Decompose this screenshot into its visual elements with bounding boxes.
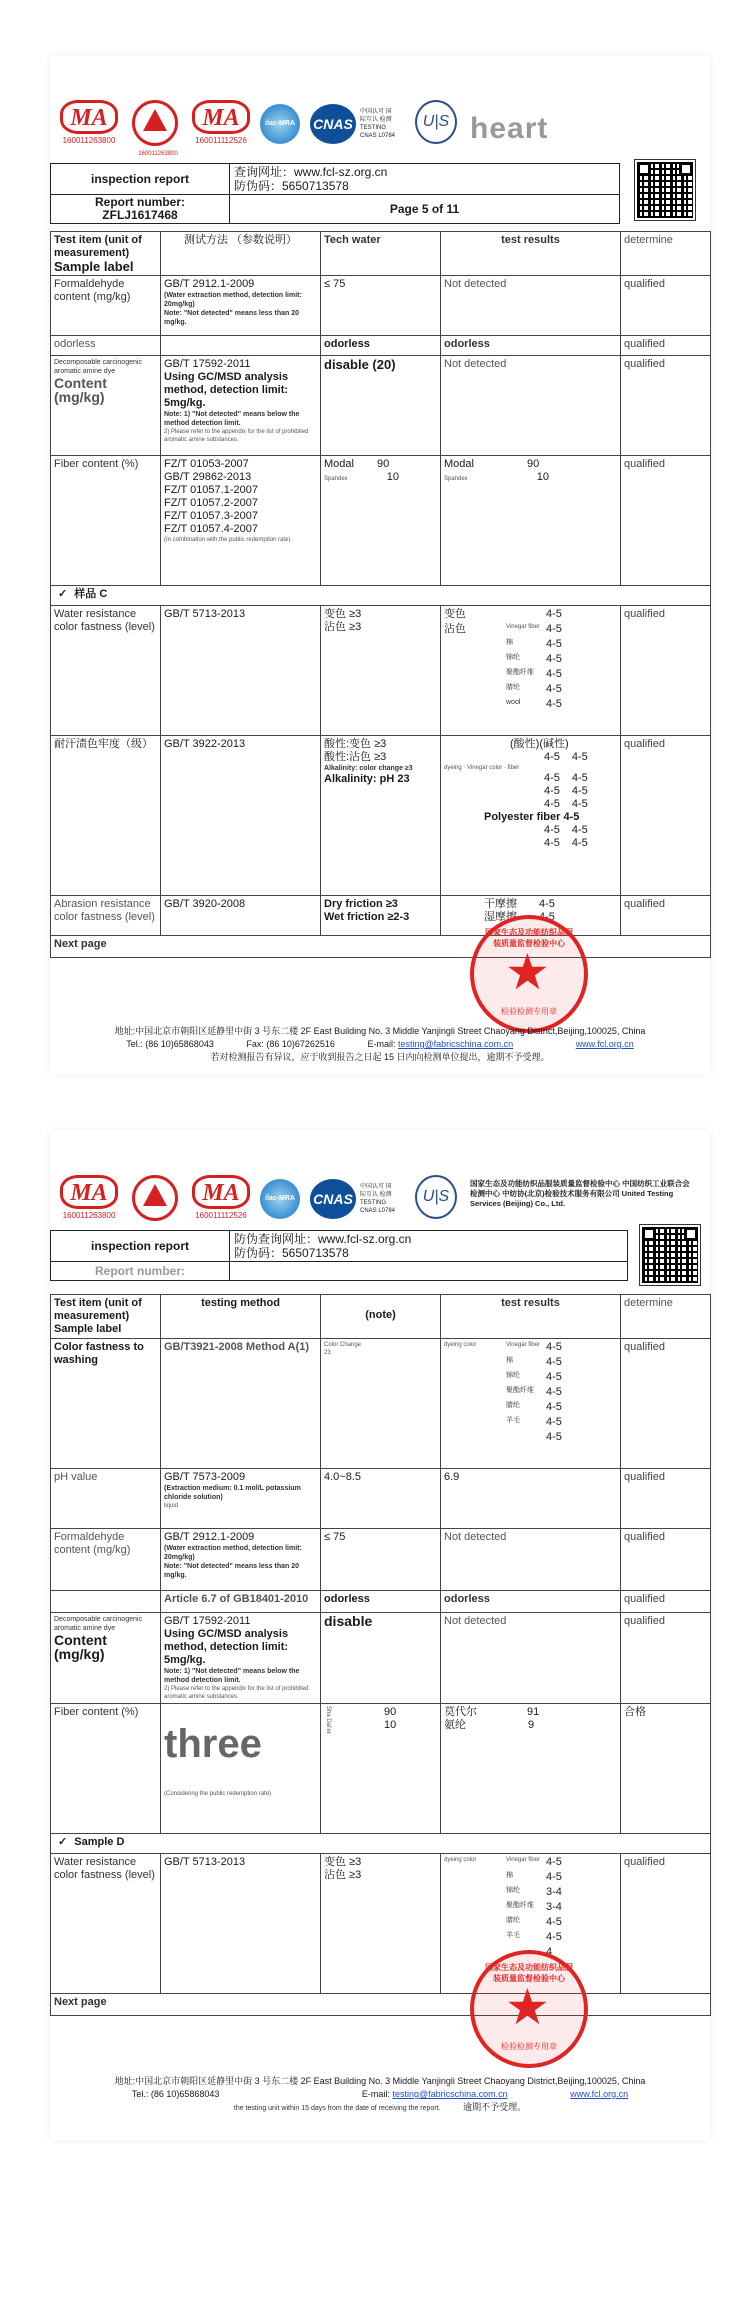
table-header-row bbox=[51, 232, 711, 276]
col-determine: determine bbox=[621, 1295, 711, 1339]
table-row bbox=[51, 1613, 711, 1704]
result: Not detected bbox=[441, 1613, 621, 1704]
heart-logo-text: heart bbox=[470, 112, 549, 145]
footer-notice: the testing unit within 15 days from the date of receiving the report. bbox=[233, 2105, 441, 2112]
inspection-report-label: inspection report bbox=[51, 164, 230, 195]
table-header-row bbox=[51, 1295, 711, 1339]
requirement: disable bbox=[321, 1613, 441, 1704]
item-amine: Decomposable carcinogenic aromatic amine dye bbox=[54, 1616, 142, 1632]
method-note: liquid bbox=[164, 1503, 179, 1509]
col-test-item: Test item (unit of measurement) bbox=[54, 234, 142, 259]
report-page-1 bbox=[50, 55, 710, 1075]
table-row bbox=[51, 1469, 711, 1529]
requirement: odorless bbox=[321, 336, 441, 356]
requirement: ≤ 75 bbox=[321, 1529, 441, 1591]
col-method: 测试方法 （参数说明） bbox=[161, 232, 321, 276]
col-sample-label: Sample label bbox=[54, 259, 134, 274]
footer-fax: Fax: (86 10)67262516 bbox=[246, 1039, 335, 1049]
verdict: qualified bbox=[621, 456, 711, 586]
polyester-result: Polyester fiber 4-5 bbox=[484, 811, 580, 823]
requirement: Color Change bbox=[324, 1342, 362, 1348]
requirement: 酸性:变色 ≥3 bbox=[324, 738, 387, 750]
next-page-label: Next page bbox=[51, 936, 711, 958]
report-page-2 bbox=[50, 1130, 710, 2140]
verdict: qualified bbox=[621, 336, 711, 356]
table-row bbox=[51, 1591, 711, 1613]
cal-logo bbox=[132, 1175, 178, 1221]
item-water: Water resistance color fastness (level) bbox=[51, 1854, 161, 1994]
next-page-row bbox=[51, 936, 711, 958]
footer-notice-end: 逾期不予受理。 bbox=[463, 2102, 527, 2112]
method-text: GB/T 5713-2013 bbox=[161, 606, 321, 736]
requirement: Wet friction ≥2-3 bbox=[324, 911, 410, 923]
method-note: 2) Please refer to the appendix for the list of prohibited aromatic amine substances. bbox=[164, 429, 309, 443]
cma-logo: MA 160011263800 bbox=[60, 1175, 118, 1223]
verdict: qualified bbox=[621, 736, 711, 896]
item-formaldehyde: Formaldehyde content (mg/kg) bbox=[51, 276, 161, 336]
footer-address: 地址:中国北京市朝阳区延静里中街 3 号东二楼 2F East Building No. 3 Middle Yanjingli Street Chaoyang District,Beijing,100025, China bbox=[114, 2076, 646, 2086]
item-fiber: Fiber content (%) bbox=[51, 1704, 161, 1834]
verdict: qualified bbox=[621, 1469, 711, 1529]
col-results: test results bbox=[441, 232, 621, 276]
query-site: 查询网址：www.fcl-sz.org.cn bbox=[234, 165, 388, 179]
method-note: Note: 1) "Not detected" means below the method detection limit. bbox=[164, 1668, 300, 1684]
requirement: disable (20) bbox=[321, 356, 441, 456]
col-tech: (note) bbox=[321, 1295, 441, 1339]
page-info: Page 5 of 11 bbox=[230, 195, 620, 224]
method-note: Using GC/MSD analysis method, detection limit: 5mg/kg. bbox=[164, 371, 289, 409]
method-text: GB/T 2912.1-2009 bbox=[164, 278, 255, 290]
table-row: 耐汗渍色牢度（级） GB/T 3922-2013 酸性:变色 ≥3 酸性:沾色 ≥3 Alkalinity: color change ≥3 Alkalinity: pH 23 (酸性)(碱性) 4-5 4-5 dyeing · Vinegar color · fiber 4-5 4-5 4-5 4-5 4-5 4-5 Polyester fiber 4-5 4-5 4-5 4-5 4-5 qualified bbox=[51, 736, 711, 896]
method-note: (Extraction medium: 0.1 mol/L potassium chloride solution) bbox=[164, 1485, 301, 1501]
method-text: GB/T 29862-2013 bbox=[164, 471, 252, 483]
uts-logo: U|S bbox=[415, 100, 457, 144]
method-text: GB/T3921-2008 Method A(1) bbox=[161, 1339, 321, 1469]
table-row: Abrasion resistance color fastness (level) GB/T 3920-2008 Dry friction ≥3 Wet friction ≥2-3 干摩擦 4-5 湿摩擦 4-5 qualified bbox=[51, 896, 711, 936]
col-method: testing method bbox=[161, 1295, 321, 1339]
footer-tel: Tel.: (86 10)65868043 bbox=[126, 1039, 214, 1049]
ilac-mra-logo: ilac-MRA bbox=[260, 1179, 300, 1219]
result: 6.9 bbox=[441, 1469, 621, 1529]
fiber-value: 90 bbox=[527, 458, 540, 470]
requirement: ≤ 75 bbox=[321, 276, 441, 336]
report-number-label: Report number: bbox=[95, 195, 185, 209]
table-row: Water resistance color fastness (level) GB/T 5713-2013 变色 ≥3 沾色 ≥3 变色 4-5 沾色 Vinegar fiber 4-5 棉 4-5 锦纶 4-5 聚酯纤维 4-5 腈纶 4-5 wool 4-5 qualified bbox=[51, 606, 711, 736]
footer-tel: Tel.: (86 10)65868043 bbox=[131, 2089, 220, 2099]
item-fiber: Fiber content (%) bbox=[51, 456, 161, 586]
col-determine: determine bbox=[621, 232, 711, 276]
cma-logo: MA 160011263800 bbox=[60, 100, 118, 148]
report-header bbox=[50, 163, 620, 224]
requirement: 变色 ≥3 bbox=[324, 608, 362, 620]
col-sample-label: Sample label bbox=[54, 1323, 122, 1335]
method-text: FZ/T 01057.3-2007 bbox=[164, 510, 258, 522]
method-text: GB/T 3920-2008 bbox=[161, 896, 321, 936]
item-washing: Color fastness to washing bbox=[51, 1339, 161, 1469]
anti-fake-code: 防伪码：5650713578 bbox=[234, 1246, 349, 1260]
fiber-name: Modal bbox=[444, 458, 474, 470]
col-test-item: Test item (unit of measurement) bbox=[54, 1297, 142, 1322]
method-note: (Considering the public redemption rate) bbox=[164, 1791, 272, 1797]
sample-label: 样品 C bbox=[74, 588, 108, 600]
inspection-report-label: inspection report bbox=[51, 1231, 230, 1262]
table-row bbox=[51, 1529, 711, 1591]
logo-bar bbox=[60, 1175, 700, 1235]
item-formaldehyde: Formaldehyde content (mg/kg) bbox=[51, 1529, 161, 1591]
results-table-1 bbox=[50, 231, 711, 958]
table-row: Water resistance color fastness (level) GB/T 5713-2013 变色 ≥3 沾色 ≥3 dyeing color Vinegar fiber 4-5 棉 4-5 锦纶 3-4 聚酯纤维 3-4 腈纶 4-5 羊毛 4-5 4 qualified bbox=[51, 1854, 711, 1994]
method-text: three bbox=[164, 1722, 262, 1766]
verdict: qualified bbox=[621, 1613, 711, 1704]
verdict: qualified bbox=[621, 356, 711, 456]
result: Not detected bbox=[441, 356, 621, 456]
requirement: Dry friction ≥3 bbox=[324, 898, 398, 910]
official-stamp: 国家生态及功能纺织品服装质量监督检验中心 ★ 检验检测专用章 bbox=[470, 1950, 588, 2068]
side-label: Sha Dai'er bbox=[325, 1706, 331, 1734]
method-text: FZ/T 01057.4-2007 bbox=[164, 523, 258, 535]
col-tech: Tech water bbox=[321, 232, 441, 276]
next-page-label: Next page bbox=[51, 1994, 711, 2016]
requirement: 沾色 ≥3 bbox=[324, 1869, 362, 1881]
sample-label: Sample D bbox=[74, 1836, 125, 1848]
requirement: 4.0~8.5 bbox=[321, 1469, 441, 1529]
table-row bbox=[51, 276, 711, 336]
method-note: Using GC/MSD analysis method, detection limit: 5mg/kg. bbox=[164, 1628, 289, 1666]
content-label: Content (mg/kg) bbox=[54, 1632, 107, 1662]
table-row: Fiber content (%) three (Considering the public redemption rate) Sha Dai'er 90 10 莫代尔 91 氨纶 9 合格 bbox=[51, 1704, 711, 1834]
cma-logo-2: MA 160011112526 bbox=[192, 100, 250, 148]
page-footer: 地址:中国北京市朝阳区延静里中街 3 号东二楼 2F East Building No. 3 Middle Yanjingli Street Chaoyang District,Beijing,100025, China Tel.: (86 10)65868043 Fax: (86 10)67262516 E-mail: testing@fabricschina.com.cn www.fcl.org.cn 若对检测报告有异议，应于收到报告之日起 15 日内向检测单位提出，逾期不予受理。 bbox=[50, 1025, 710, 1064]
result: Not detected bbox=[441, 1529, 621, 1591]
table-row: Color fastness to washing GB/T3921-2008 Method A(1) Color Change 23 dyeing color Vinegar fiber 4-5 棉 4-5 锦纶 4-5 聚酯纤维 4-5 腈纶 4-5 羊毛 4-5 4-5 qualified bbox=[51, 1339, 711, 1469]
logo-bar bbox=[60, 100, 700, 160]
requirement: 酸性:沾色 ≥3 bbox=[324, 751, 387, 763]
cnas-logo: CNAS 中国认可 国际互认 检测 TESTING CNAS L0784 bbox=[310, 1179, 400, 1219]
method-text: GB/T 17592-2011 bbox=[164, 1615, 251, 1627]
verdict: qualified bbox=[621, 276, 711, 336]
col-results: test results bbox=[441, 1295, 621, 1339]
next-page-row bbox=[51, 1994, 711, 2016]
check-icon: ✓ bbox=[58, 588, 68, 600]
verdict: 合格 bbox=[621, 1704, 711, 1834]
method-text: GB/T 17592-2011 bbox=[164, 358, 251, 370]
footer-web-link[interactable]: www.fcl.org.cn bbox=[570, 2089, 629, 2099]
method-note: Note: 1) "Not detected" means below the method detection limit. bbox=[164, 411, 300, 427]
requirement: 10 bbox=[384, 1719, 397, 1731]
result: odorless bbox=[441, 1591, 621, 1613]
result-head: (酸性)(碱性) bbox=[510, 738, 569, 750]
item-amine: Decomposable carcinogenic aromatic amine dye bbox=[54, 359, 142, 375]
fiber-value: 10 bbox=[536, 471, 549, 483]
method-text: FZ/T 01057.2-2007 bbox=[164, 497, 258, 509]
qr-code bbox=[640, 1225, 700, 1285]
table-row bbox=[51, 456, 711, 586]
footer-notice: 若对检测报告有异议，应于收到报告之日起 15 日内向检测单位提出，逾期不予受理。 bbox=[210, 1052, 550, 1062]
anti-fake-code: 防伪码：5650713578 bbox=[234, 179, 349, 193]
method-note: (Water extraction method, detection limit: 20mg/kg) bbox=[164, 1545, 302, 1561]
ilac-mra-logo: ilac-MRA bbox=[260, 104, 300, 144]
institute-name: 国家生态及功能纺织品服装质量监督检验中心 中国纺织工业联合会检测中心 中纺协(北京)检验技术服务有限公司 United Testing Services (Beijing) Co., Ltd. bbox=[470, 1179, 690, 1208]
star-icon: ★ bbox=[505, 1979, 550, 2035]
method-text: GB/T 2912.1-2009 bbox=[164, 1531, 255, 1543]
method-note: (In combination with the public redemption rate) bbox=[164, 537, 291, 543]
qr-code bbox=[635, 160, 695, 220]
cma-logo-2: MA 160011112526 bbox=[192, 1175, 250, 1223]
result: odorless bbox=[441, 336, 621, 356]
page-footer: 地址:中国北京市朝阳区延静里中街 3 号东二楼 2F East Building No. 3 Middle Yanjingli Street Chaoyang District,Beijing,100025, China Tel.: (86 10)65868043 E-mail: testing@fabricschina.com.cn www.fcl.org.cn the testing unit within 15 days from the date of receiving the report. 逾期不予受理。 bbox=[50, 2075, 710, 2114]
footer-web-link[interactable]: www.fcl.org.cn bbox=[575, 1039, 634, 1049]
uts-logo: U|S bbox=[415, 1175, 457, 1219]
verdict: qualified bbox=[621, 1529, 711, 1591]
item-water: Water resistance color fastness (level) bbox=[51, 606, 161, 736]
footer-email-link[interactable]: testing@fabricschina.com.cn bbox=[397, 1039, 514, 1049]
table-row bbox=[51, 336, 711, 356]
footer-email-link[interactable]: testing@fabricschina.com.cn bbox=[392, 2089, 508, 2099]
report-number: ZFLJ1617468 bbox=[102, 208, 178, 222]
stain-label: dyeing · Vinegar color · fiber bbox=[444, 765, 520, 771]
star-icon: ★ bbox=[505, 944, 550, 1000]
report-number-label: Report number: bbox=[51, 1262, 230, 1281]
item-odor: odorless bbox=[51, 336, 161, 356]
verdict: qualified bbox=[621, 896, 711, 936]
check-icon: ✓ bbox=[58, 1836, 68, 1848]
results-table-2 bbox=[50, 1294, 711, 2016]
cal-logo: 160011263800 bbox=[132, 100, 178, 146]
method-note: (Water extraction method, detection limit: 20mg/kg) bbox=[164, 292, 302, 308]
footer-address: 地址:中国北京市朝阳区延静里中街 3 号东二楼 2F East Building No. 3 Middle Yanjingli Street Chaoyang District,Beijing,100025, China bbox=[114, 1026, 646, 1036]
method-text: GB/T 3922-2013 bbox=[161, 736, 321, 896]
item-sweat: 耐汗渍色牢度（级） bbox=[51, 736, 161, 896]
fiber-value: 10 bbox=[386, 471, 399, 483]
fiber-name: Modal bbox=[324, 458, 354, 470]
report-header bbox=[50, 1230, 628, 1281]
verdict: qualified bbox=[621, 1591, 711, 1613]
requirement: Alkalinity: color change ≥3 bbox=[324, 765, 413, 772]
sample-row bbox=[51, 1834, 711, 1854]
verdict: qualified bbox=[621, 606, 711, 736]
sample-row bbox=[51, 586, 711, 606]
requirement: 变色 ≥3 bbox=[324, 1856, 362, 1868]
method-text: FZ/T 01057.1-2007 bbox=[164, 484, 258, 496]
method-note: Note: "Not detected" means less than 20 mg/kg. bbox=[164, 310, 300, 326]
fiber-name: Spandex bbox=[444, 476, 468, 482]
method-note: Note: "Not detected" means less than 20 mg/kg. bbox=[164, 1563, 300, 1579]
item-ph: pH value bbox=[51, 1469, 161, 1529]
verdict: qualified bbox=[621, 1339, 711, 1469]
method-text: GB/T 7573-2009 bbox=[164, 1471, 246, 1483]
query-site: 防伪查询网址：www.fcl-sz.org.cn bbox=[234, 1232, 412, 1246]
requirement: 23 bbox=[324, 1350, 331, 1356]
method-text: GB/T 5713-2013 bbox=[161, 1854, 321, 1994]
fiber-value: 90 bbox=[377, 458, 390, 470]
content-label: Content (mg/kg) bbox=[54, 375, 107, 405]
item-odor: Article 6.7 of GB18401-2010 bbox=[161, 1591, 321, 1613]
result: Not detected bbox=[441, 276, 621, 336]
verdict: qualified bbox=[621, 1854, 711, 1994]
method-text: FZ/T 01053-2007 bbox=[164, 458, 249, 470]
item-abrasion: Abrasion resistance color fastness (level) bbox=[51, 896, 161, 936]
requirement: Alkalinity: pH 23 bbox=[324, 773, 410, 785]
fiber-name: Spandex bbox=[324, 476, 348, 482]
official-stamp: 国家生态及功能纺织品服装质量监督检验中心 ★ 检验检测专用章 bbox=[470, 915, 588, 1033]
table-row bbox=[51, 356, 711, 456]
requirement: odorless bbox=[321, 1591, 441, 1613]
requirement: 90 bbox=[384, 1706, 397, 1718]
requirement: 沾色 ≥3 bbox=[324, 621, 362, 633]
method-note: 2) Please refer to the appendix for the list of prohibited aromatic amine substances. bbox=[164, 1686, 309, 1700]
cnas-logo: CNAS 中国认可 国际互认 检测 TESTING CNAS L0784 bbox=[310, 104, 400, 144]
